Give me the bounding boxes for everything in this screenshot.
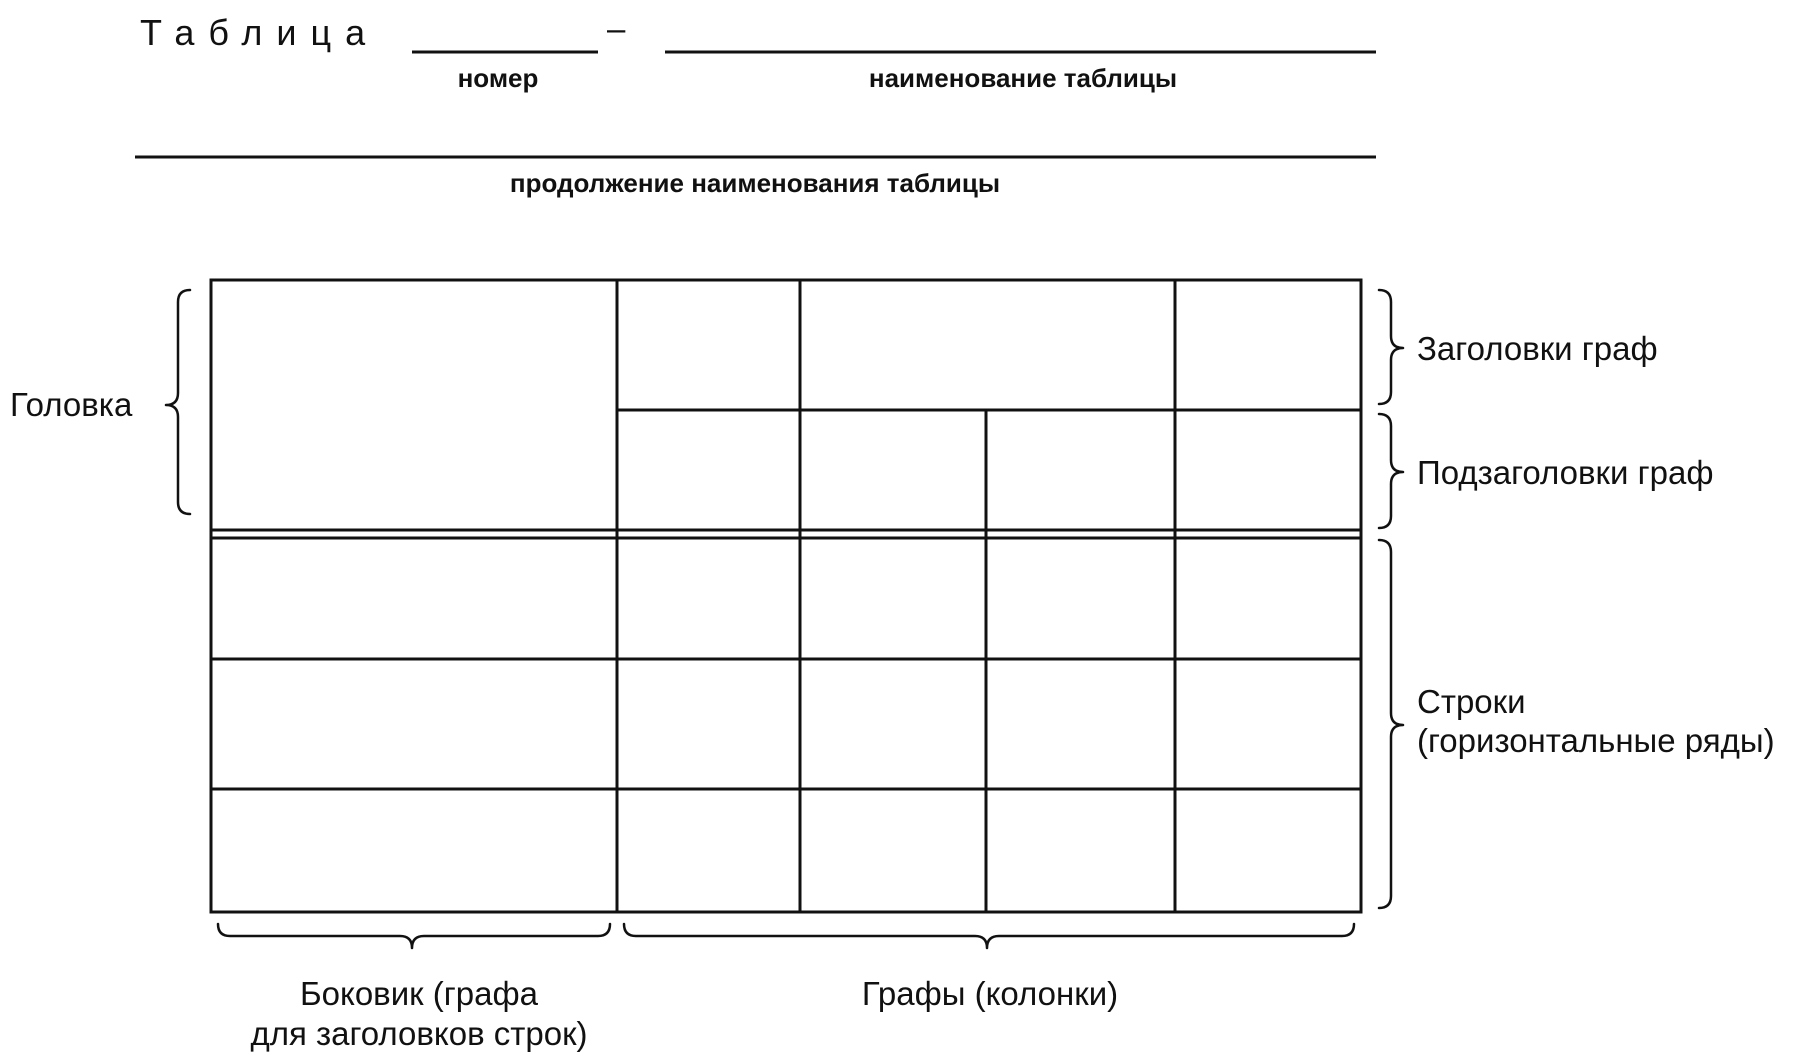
column-subheaders-brace	[1379, 414, 1403, 528]
columns-label: Графы (колонки)	[861, 975, 1119, 1012]
stub-label-line1: Боковик (графа	[300, 975, 538, 1012]
rows-label-line2: (горизонтальные ряды)	[1417, 722, 1775, 759]
rows-brace	[1379, 540, 1403, 908]
table-outline	[211, 280, 1361, 912]
table-grid	[211, 280, 1361, 912]
table-title: Таблица	[140, 12, 380, 53]
title-dash: –	[607, 10, 626, 47]
rows-label-line1: Строки	[1417, 683, 1526, 720]
name-caption: наименование таблицы	[868, 63, 1178, 93]
column-headers-brace	[1379, 290, 1403, 404]
head-brace	[166, 290, 190, 514]
number-caption: номер	[457, 63, 539, 93]
stub-label-line2: для заголовков строк)	[250, 1015, 588, 1052]
columns-brace	[624, 924, 1354, 948]
stub-brace	[218, 924, 610, 948]
column-headers-label: Заголовки граф	[1417, 330, 1658, 367]
continuation-caption: продолжение наименования таблицы	[509, 168, 1001, 198]
head-label: Головка	[10, 386, 133, 423]
column-subheaders-label: Подзаголовки граф	[1417, 454, 1714, 491]
